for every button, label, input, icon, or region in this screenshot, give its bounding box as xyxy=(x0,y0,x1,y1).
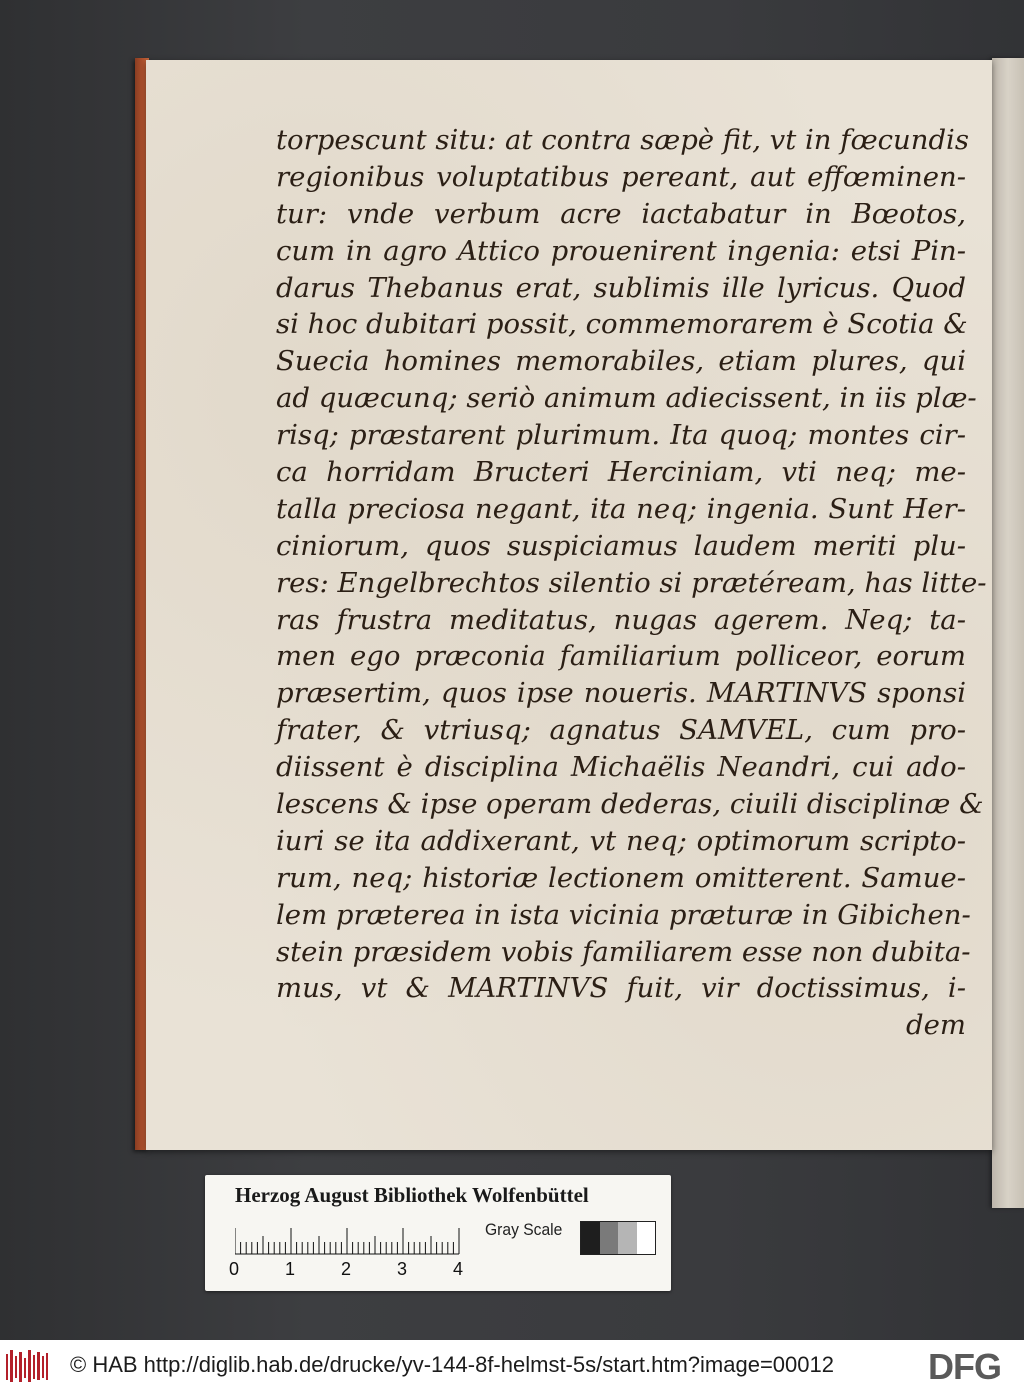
text-line: iuri se ita addixerant, vt neq; optimorum scripto- xyxy=(276,824,966,857)
text-line: præsertim, quos ipse noueris. MARTINVS sponsi xyxy=(276,677,966,710)
text-line: men ego præconia familiarium polliceor, eorum xyxy=(276,640,966,673)
ruler-number: 4 xyxy=(453,1259,464,1279)
text-line: ad quæcunq; seriò animum adiecissent, in iis plæ- xyxy=(276,382,977,415)
footer-copyright-link[interactable]: © HAB http://diglib.hab.de/drucke/yv-144-8f-helmst-5s/start.htm?image=00012 xyxy=(70,1352,834,1377)
gray-scale-label: Gray Scale xyxy=(485,1220,563,1239)
ruler-number: 1 xyxy=(285,1259,296,1279)
hab-barcode-icon xyxy=(6,1350,48,1382)
library-label xyxy=(205,1175,671,1291)
text-line: risq; præstarent plurimum. Ita quoq; montes cir- xyxy=(276,419,966,452)
text-line: Suecia homines memorabiles, etiam plures, qui xyxy=(276,345,966,378)
ruler-numbers xyxy=(229,1259,489,1283)
text-line: lescens & ipse operam dederas, ciuili disciplinæ & xyxy=(276,788,984,821)
text-line: ras frustra meditatus, nugas agerem. Neq; ta- xyxy=(276,603,966,636)
ruler-number: 3 xyxy=(397,1259,408,1279)
ruler-scale xyxy=(235,1225,475,1255)
text-line: rum, neq; historiæ lectionem omitterent. Samue- xyxy=(276,861,966,894)
text-line: ciniorum, quos suspiciamus laudem meriti plu- xyxy=(276,529,966,562)
ruler-number: 0 xyxy=(229,1259,240,1279)
ruler-number: 2 xyxy=(341,1259,352,1279)
text-line: frater, & vtriusq; agnatus SAMVEL, cum pro- xyxy=(276,714,966,747)
dfg-logo: DFG xyxy=(928,1346,1001,1387)
text-line: cum in agro Attico prouenirent ingenia: etsi Pin- xyxy=(276,234,966,267)
gray-swatch xyxy=(618,1222,637,1254)
text-line: darus Thebanus erat, sublimis ille lyricus. Quod xyxy=(276,271,966,304)
text-line: ca horridam Bructeri Herciniam, vti neq; me- xyxy=(276,456,966,489)
text-line: res: Engelbrechtos silentio si prætéream, has litte- xyxy=(276,566,987,599)
text-line: dem xyxy=(906,1009,966,1042)
text-line: torpescunt situ: at contra sæpè fit, vt in fœcundis xyxy=(276,124,969,156)
text-line: si hoc dubitari possit, commemorarem è Scotia & xyxy=(276,308,968,341)
footer-bar xyxy=(0,1340,1024,1392)
text-line: talla preciosa negant, ita neq; ingenia. Sunt Her- xyxy=(276,492,966,525)
adjacent-page-edge xyxy=(992,58,1024,1208)
text-line: tur: vnde verbum acre iactabatur in Bœotos, xyxy=(276,197,966,230)
gray-scale-swatches xyxy=(580,1221,656,1255)
text-line: mus, vt & MARTINVS fuit, vir doctissimus, i- xyxy=(276,972,966,1005)
text-line: stein præsidem vobis familiarem esse non dubita- xyxy=(276,935,971,968)
page-text xyxy=(276,122,987,1044)
text-line: diissent è disciplina Michaëlis Neandri, cui ado- xyxy=(276,751,966,784)
gray-swatch xyxy=(637,1222,656,1254)
text-line: regionibus voluptatibus pereant, aut effœminen- xyxy=(276,160,966,193)
text-line: lem præterea in ista vicinia præturæ in Gibichen- xyxy=(276,898,971,931)
book-page xyxy=(146,60,992,1150)
library-name: Herzog August Bibliothek Wolfenbüttel xyxy=(235,1183,589,1207)
gray-swatch xyxy=(600,1222,619,1254)
gray-swatch xyxy=(581,1222,600,1254)
